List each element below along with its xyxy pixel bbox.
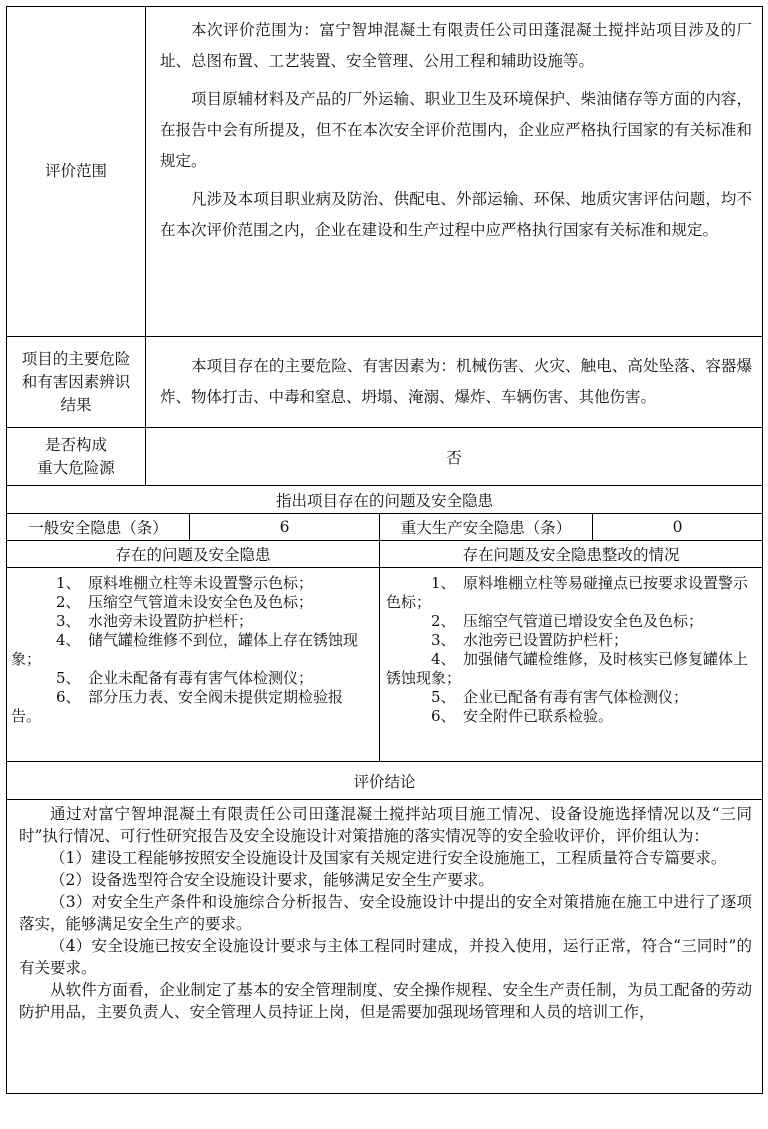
issue-item-3: 3、 水池旁未设置防护栏杆； [56,612,254,630]
major-hazard-row [7,428,763,486]
conclusion-paragraph-6: 从软件方面看，企业制定了基本的安全管理制度、安全操作规程、安全生产责任制，为员工配备的劳动防护用品，主要负责人、安全管理人员持证上岗，但是需要加强现场管理和人员的培训工作， [19,981,753,1021]
issues-header: 指出项目存在的问题及安全隐患 [7,486,763,514]
issue-item-1: 1、 原料堆棚立柱等未设置警示色标； [56,574,314,592]
scope-paragraph-2: 项目原辅材料及产品的厂外运输、职业卫生及环境保护、柴油储存等方面的内容，在报告中会有所提及，但不在本次安全评价范围内，企业应严格执行国家的有关标准和规定。 [160,90,753,170]
issues-column-right: 存在问题及安全隐患整改的情况 [380,541,763,568]
major-hazard-count: 0 [593,514,763,541]
hazards-content [146,337,763,428]
issues-columns-row [7,541,763,568]
rectification-item-3: 3、 水池旁已设置防护栏杆； [431,631,629,649]
evaluation-report-page [6,6,762,1094]
scope-row [7,7,763,337]
issues-list-row [7,568,763,762]
scope-label: 评价范围 [7,7,146,337]
major-hazard-label [7,428,146,486]
major-hazard-label-line-2: 重大危险源 [37,458,115,477]
issue-item-4: 4、 储气罐检维修不到位，罐体上存在锈蚀现象； [11,631,359,668]
major-hazard-label-line-1: 是否构成 [44,435,107,454]
general-hazard-label: 一般安全隐患（条） [7,514,190,541]
issue-item-5: 5、 企业未配备有毒有害气体检测仪； [56,669,314,687]
rectification-item-6: 6、 安全附件已联系检验。 [431,707,614,725]
hazards-label-line-1: 项目的主要危险 [21,349,131,368]
major-hazard-count-label: 重大生产安全隐患（条） [380,514,593,541]
issues-list-left [7,568,380,762]
conclusion-paragraph-2: （1）建设工程能够按照安全设施设计及国家有关规定进行安全设施施工，工程质量符合专篇要求。 [50,849,727,867]
hazards-label-line-3: 结果 [60,395,92,414]
scope-paragraph-1: 本次评价范围为：富宁智坤混凝土有限责任公司田蓬混凝土搅拌站项目涉及的厂址、总图布置、工艺装置、安全管理、公用工程和辅助设施等。 [160,21,753,70]
evaluation-table [6,6,763,1094]
issue-item-6: 6、 部分压力表、安全阀未提供定期检验报告。 [11,688,344,725]
hazards-text: 本项目存在的主要危险、有害因素为：机械伤害、火灾、触电、高处坠落、容器爆炸、物体打击、中毒和窒息、坍塌、淹溺、爆炸、车辆伤害、其他伤害。 [160,357,753,406]
conclusion-header: 评价结论 [7,762,763,800]
issues-count-row [7,514,763,541]
issues-list-right [380,568,763,762]
hazards-row [7,337,763,428]
rectification-item-5: 5、 企业已配备有毒有害气体检测仪； [431,688,689,706]
conclusion-row [7,800,763,1094]
conclusion-content [7,800,763,1094]
scope-paragraph-3: 凡涉及本项目职业病及防治、供配电、外部运输、环保、地质灾害评估问题，均不在本次评价范围之内，企业在建设和生产过程中应严格执行国家有关标准和规定。 [160,190,753,239]
hazards-label [7,337,146,428]
hazards-label-line-2: 和有害因素辨识 [21,372,131,391]
rectification-item-1: 1、 原料堆棚立柱等易碰撞点已按要求设置警示色标； [386,574,749,611]
conclusion-header-row [7,762,763,800]
conclusion-paragraph-3: （2）设备选型符合安全设施设计要求，能够满足安全生产要求。 [50,871,494,889]
rectification-item-4: 4、 加强储气罐检维修，及时核实已修复罐体上锈蚀现象； [386,650,749,687]
conclusion-paragraph-4: （3）对安全生产条件和设施综合分析报告、安全设施设计中提出的安全对策措施在施工中进行了逐项落实，能够满足安全生产的要求。 [19,893,753,933]
conclusion-paragraph-1: 通过对富宁智坤混凝土有限责任公司田蓬混凝土搅拌站项目施工情况、设备设施选择情况以及“三同时”执行情况、可行性研究报告及安全设施设计对策措施的落实情况等的安全验收评价，评价组认为： [19,805,753,845]
rectification-item-2: 2、 压缩空气管道已增设安全色及色标； [431,612,704,630]
major-hazard-value: 否 [146,428,763,486]
general-hazard-count: 6 [190,514,380,541]
issues-header-row [7,486,763,514]
conclusion-paragraph-5: （4）安全设施已按安全设施设计要求与主体工程同时建成，并投入使用，运行正常，符合“三同时”的有关要求。 [19,937,753,977]
issues-column-left: 存在的问题及安全隐患 [7,541,380,568]
scope-content [146,7,763,337]
issue-item-2: 2、 压缩空气管道未设安全色及色标； [56,593,314,611]
